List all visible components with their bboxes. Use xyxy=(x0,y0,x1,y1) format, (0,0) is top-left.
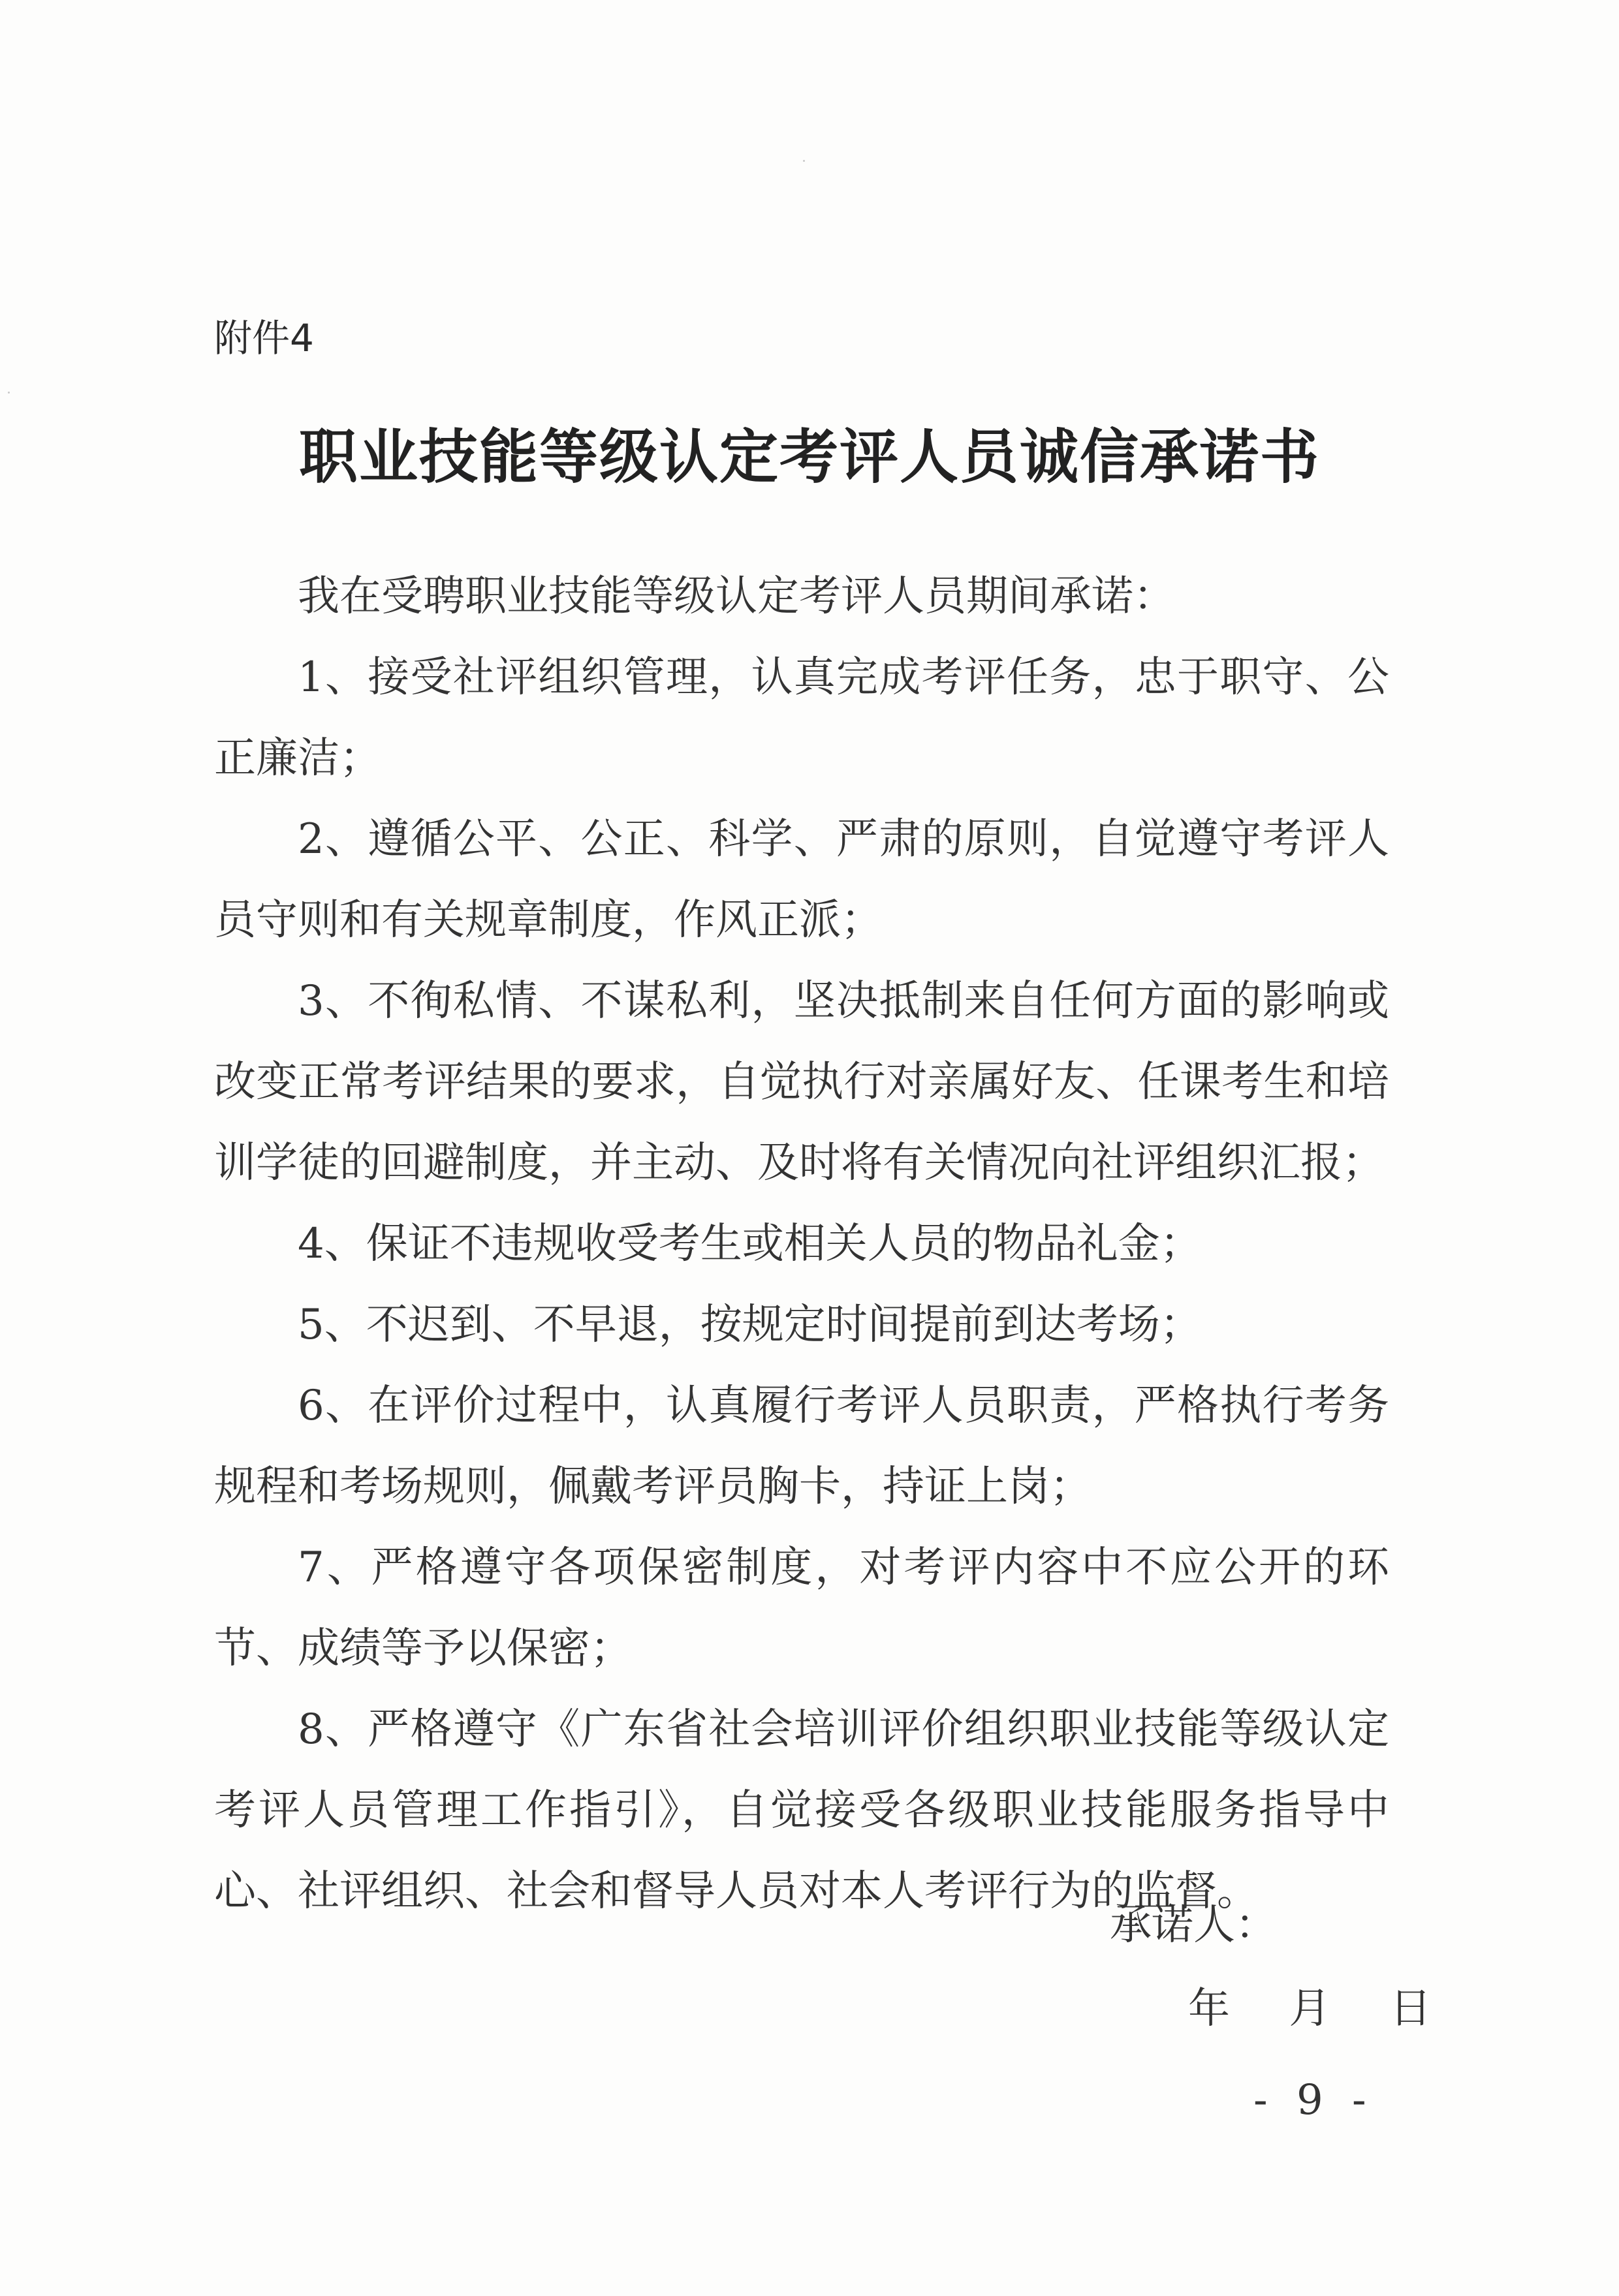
date-month: 月 xyxy=(1289,1985,1331,2033)
scan-speck xyxy=(8,392,10,394)
clause-1: 1、接受社评组织管理，认真完成考评任务，忠于职守、公正廉洁； xyxy=(214,653,1389,783)
clause-5: 5、不迟到、不早退，按规定时间提前到达考场； xyxy=(298,1301,1202,1349)
attachment-label: 附件4 xyxy=(214,316,314,360)
clause-7: 7、严格遵守各项保密制度，对考评内容中不应公开的环节、成绩等予以保密； xyxy=(214,1544,1389,1673)
scan-speck xyxy=(803,160,805,162)
commitment-body xyxy=(214,556,1389,1932)
clause-6: 6、在评价过程中，认真履行考评人员职责，严格执行考务规程和考场规则，佩戴考评员胸卡，持证上岗； xyxy=(214,1382,1389,1511)
intro-paragraph: 我在受聘职业技能等级认定考评人员期间承诺： xyxy=(298,572,1175,621)
clause-8: 8、严格遵守《广东省社会培训评价组织职业技能等级认定考评人员管理工作指引》，自觉接受各级职业技能服务指导中心、社评组织、社会和督导人员对本人考评行为的监督。 xyxy=(214,1705,1389,1916)
date-line xyxy=(1188,1976,1432,2041)
document-title: 职业技能等级认定考评人员诚信承诺书 xyxy=(299,422,1320,491)
clause-3: 3、不徇私情、不谋私利，坚决抵制来自任何方面的影响或改变正常考评结果的要求，自觉执行对亲属好友、任课考生和培训学徒的回避制度，并主动、及时将有关情况向社评组织汇报； xyxy=(214,977,1389,1187)
page-number: - 9 - xyxy=(1253,2076,1374,2124)
signatory-label: 承诺人： xyxy=(1110,1901,1277,1949)
clause-2: 2、遵循公平、公正、科学、严肃的原则，自觉遵守考评人员守则和有关规章制度，作风正派； xyxy=(214,815,1389,944)
date-day: 日 xyxy=(1389,1985,1432,2033)
date-year: 年 xyxy=(1188,1985,1230,2033)
clause-4: 4、保证不违规收受考生或相关人员的物品礼金； xyxy=(298,1220,1202,1268)
